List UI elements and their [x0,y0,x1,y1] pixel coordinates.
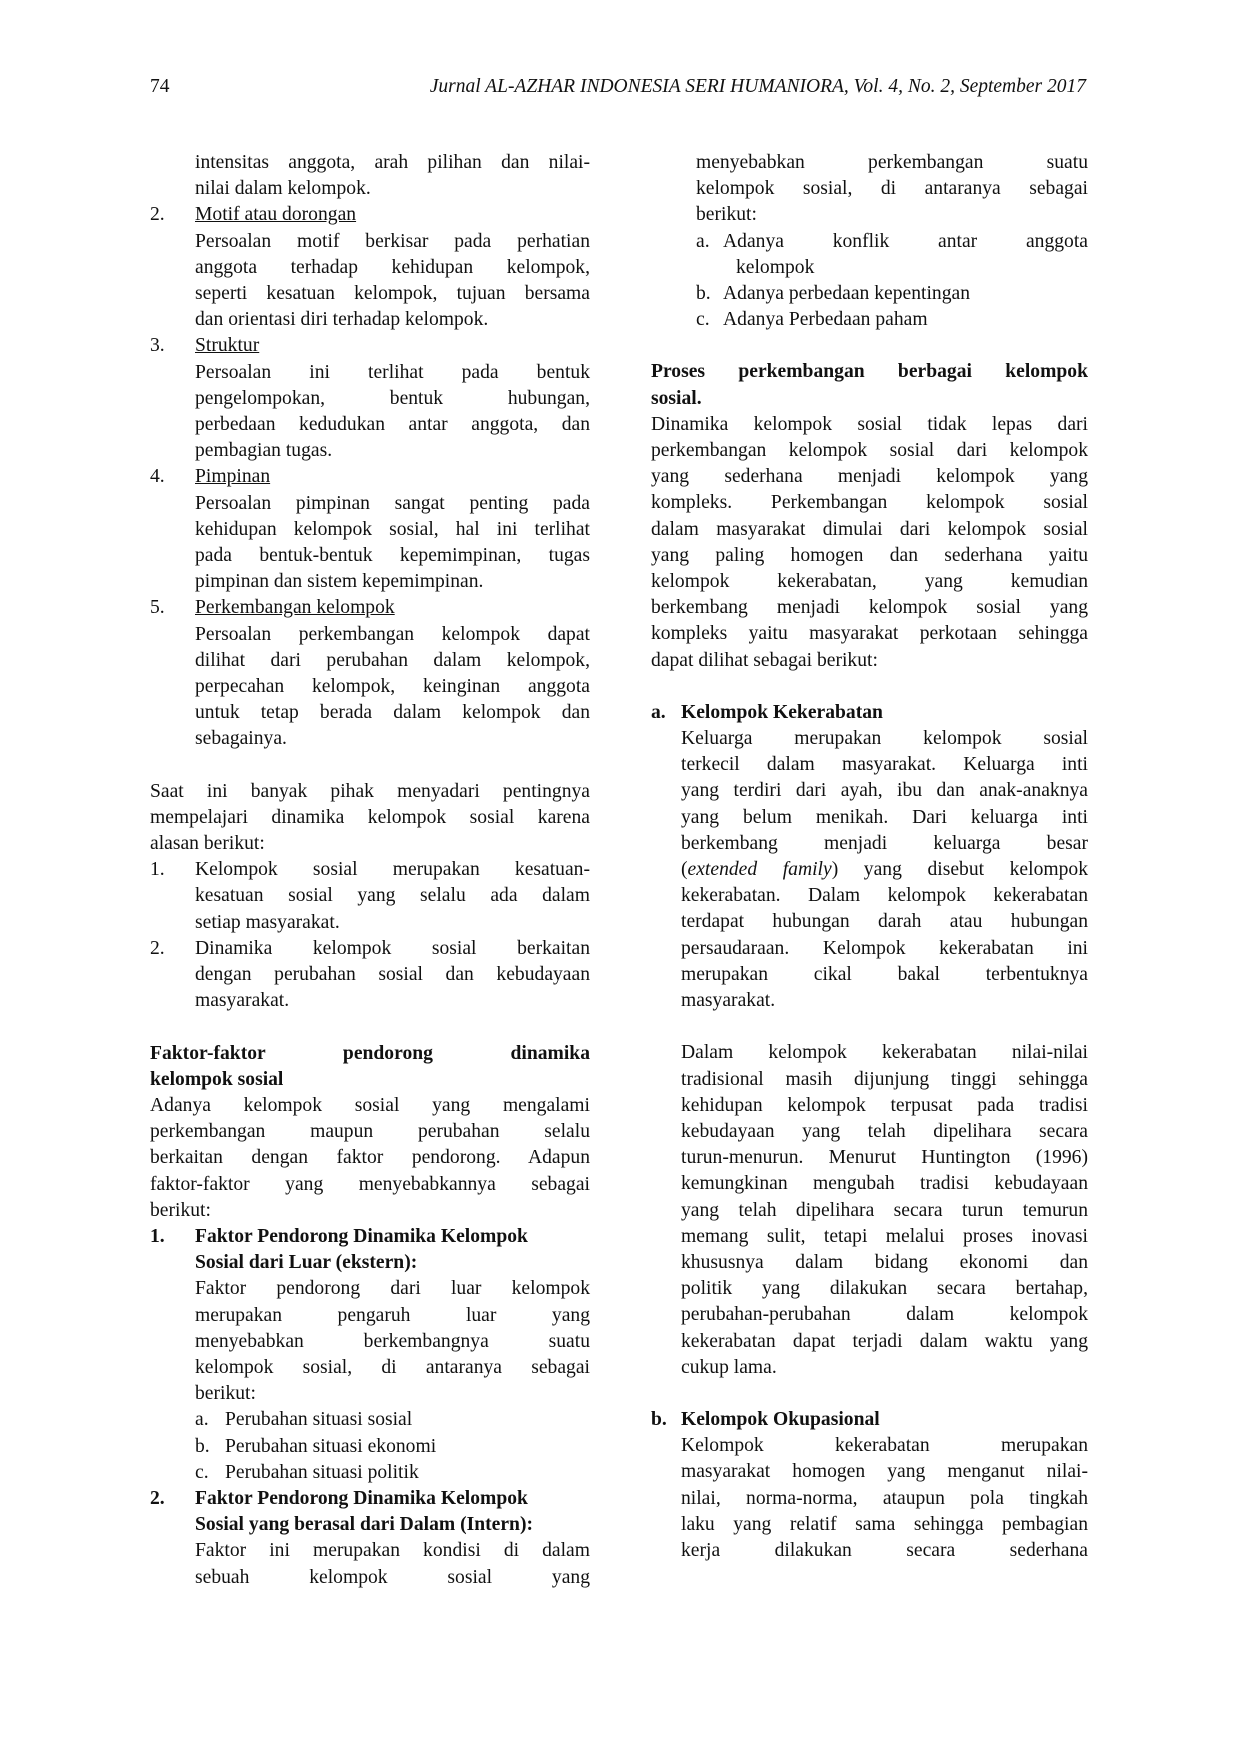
item-number: 2. [150,1487,165,1509]
paragraph: Dinamika kelompok sosial tidak lepas dari perkembangan kelompok sosial dari kelompok yang sederhana menjadi kelompok yang kompleks. Perkembangan kelompok sosial dalam masyarakat dimulai dari kelompok sosial yang paling homogen dan sederhana yaitu kelompok kekerabatan, yang kemudian berkembang menjadi kelompok sosial yang kompleks yaitu masyarakat perkotaan sehingga dapat dilihat sebagai berikut: [651,413,1088,671]
sub-list-item: a. Perubahan situasi sosial [195,1409,413,1431]
paragraph: Keluarga merupakan kelompok sosial terkecil dalam masyarakat. Keluarga inti yang terdiri dari ayah, ibu dan anak-anaknya yang belum menikah. Dari keluarga inti berkembang menjadi keluarga besar (extended family) yang disebut kelompok kekerabatan. Dalam kelompok kekerabatan terdapat hubungan darah atau hubungan persaudaraan. Kelompok kekerabatan ini merupakan cikal bakal terbentuknya masyarakat. [681,728,1088,1012]
item-number: 2. [150,937,165,959]
section-heading: Faktor-faktor pendorong dinamika kelompok sosial [150,1042,590,1090]
item-number: 3. [150,335,165,357]
paragraph: Kelompok kekerabatan merupakan masyarakat homogen yang menganut nilai- nilai, norma-norma, ataupun pola tingkah laku yang relatif sama sehingga pembagian kerja dilakukan secara sederhana [681,1435,1088,1561]
item-number: 1. [150,1225,165,1247]
list-item: 3. Struktur Persoalan ini terlihat pada bentuk pengelompokan, bentuk hubungan, perbedaan kedudukan antar anggota, dan pembagian tugas. [150,333,590,464]
list-item: 2. Faktor Pendorong Dinamika Kelompok Sosial yang berasal dari Dalam (Intern): Faktor ini merupakan kondisi di dalam sebuah kelompok sosial yang [150,1486,590,1591]
sub-list-item: c. Perubahan situasi politik [195,1461,419,1483]
item-title: Pimpinan [195,466,271,488]
list-item: 5. Perkembangan kelompok Persoalan perkembangan kelompok dapat dilihat dari perubahan dalam kelompok, perpecahan kelompok, keinginan anggota untuk tetap berada dalam kelompok dan sebagainya. [150,595,590,752]
sub-list-item: b. Adanya perbedaan kepentingan [696,283,970,305]
list-item: 1. Faktor Pendorong Dinamika Kelompok Sosial dari Luar (ekstern): Faktor pendorong dari luar kelompok merupakan pengaruh luar yang menyebabkan berkembangnya suatu kelompok sosial, di antaranya sebagai berikut: [150,1224,590,1407]
paragraph: Adanya kelompok sosial yang mengalami perkembangan maupun perubahan selalu berkaitan dengan faktor pendorong. Adapun faktor-faktor yang menyebabkannya sebagai berikut: [150,1094,590,1221]
list-item: 2. Motif atau dorongan Persoalan motif berkisar pada perhatian anggota terhadap kehidupan kelompok, seperti kesatuan kelompok, tujuan bersama dan orientasi diri terhadap kelompok. [150,202,590,333]
right-column [651,150,1088,1564]
item-number: 2. [150,204,165,226]
page-number: 74 [150,76,170,97]
item-title: Perkembangan kelompok [195,597,395,619]
list-item: 4. Pimpinan Persoalan pimpinan sangat penting pada kehidupan kelompok sosial, hal ini terlihat pada bentuk-bentuk kepemimpinan, tugas pimpinan dan sistem kepemimpinan. [150,464,590,595]
list-item: 2. Dinamika kelompok sosial berkaitan dengan perubahan sosial dan kebudayaan masyarakat. [150,936,590,1015]
item-number: 4. [150,466,165,488]
paragraph: Dalam kelompok kekerabatan nilai-nilai tradisional masih dijunjung tinggi sehingga kehidupan kelompok terpusat pada tradisi kebudayaan yang telah dipelihara secara turun-menurun. Menurut Huntington (1996) kemungkinan mengubah tradisi kebudayaan yang telah dipelihara secara turun temurun memang sulit, tetapi melalui proses inovasi khususnya dalam bidang ekonomi dan politik yang dilakukan secara bertahap, perubahan-perubahan dalam kelompok kekerabatan dapat terjadi dalam waktu yang cukup lama. [681,1042,1088,1378]
section-heading: Proses perkembangan berbagai kelompok sosial. [651,361,1088,409]
continued-item-text: menyebabkan perkembangan suatu kelompok sosial, di antaranya sebagai berikut: [696,152,1088,226]
item-title: Motif atau dorongan [195,204,357,226]
sub-list-item: a. Adanya konflik antar anggota kelompok [696,230,1088,278]
list-item: 1. Kelompok sosial merupakan kesatuan- kesatuan sosial yang selalu ada dalam setiap masyarakat. [150,857,590,936]
subsection-heading: a. Kelompok Kekerabatan [651,701,883,723]
item-title: Faktor Pendorong Dinamika Kelompok [195,1487,528,1509]
item-title: Struktur [195,335,260,357]
paragraph: Saat ini banyak pihak menyadari pentingnya mempelajari dinamika kelompok sosial karena alasan berikut: [150,780,590,855]
item-number: 5. [150,597,165,619]
running-header [150,74,1086,102]
italic-term: extended family [687,859,832,881]
subsection-heading: b. Kelompok Okupasional [651,1408,880,1430]
sub-list-item: c. Adanya Perbedaan paham [696,309,928,331]
item-title: Faktor Pendorong Dinamika Kelompok [195,1225,528,1247]
item-number: 1. [150,859,165,881]
left-column [150,150,590,1591]
sub-list-item: b. Perubahan situasi ekonomi [195,1435,437,1457]
continued-item-text: intensitas anggota, arah pilihan dan nilai- nilai dalam kelompok. [195,152,590,200]
journal-title: Jurnal AL-AZHAR INDONESIA SERI HUMANIORA, Vol. 4, No. 2, September 2017 [429,76,1086,97]
